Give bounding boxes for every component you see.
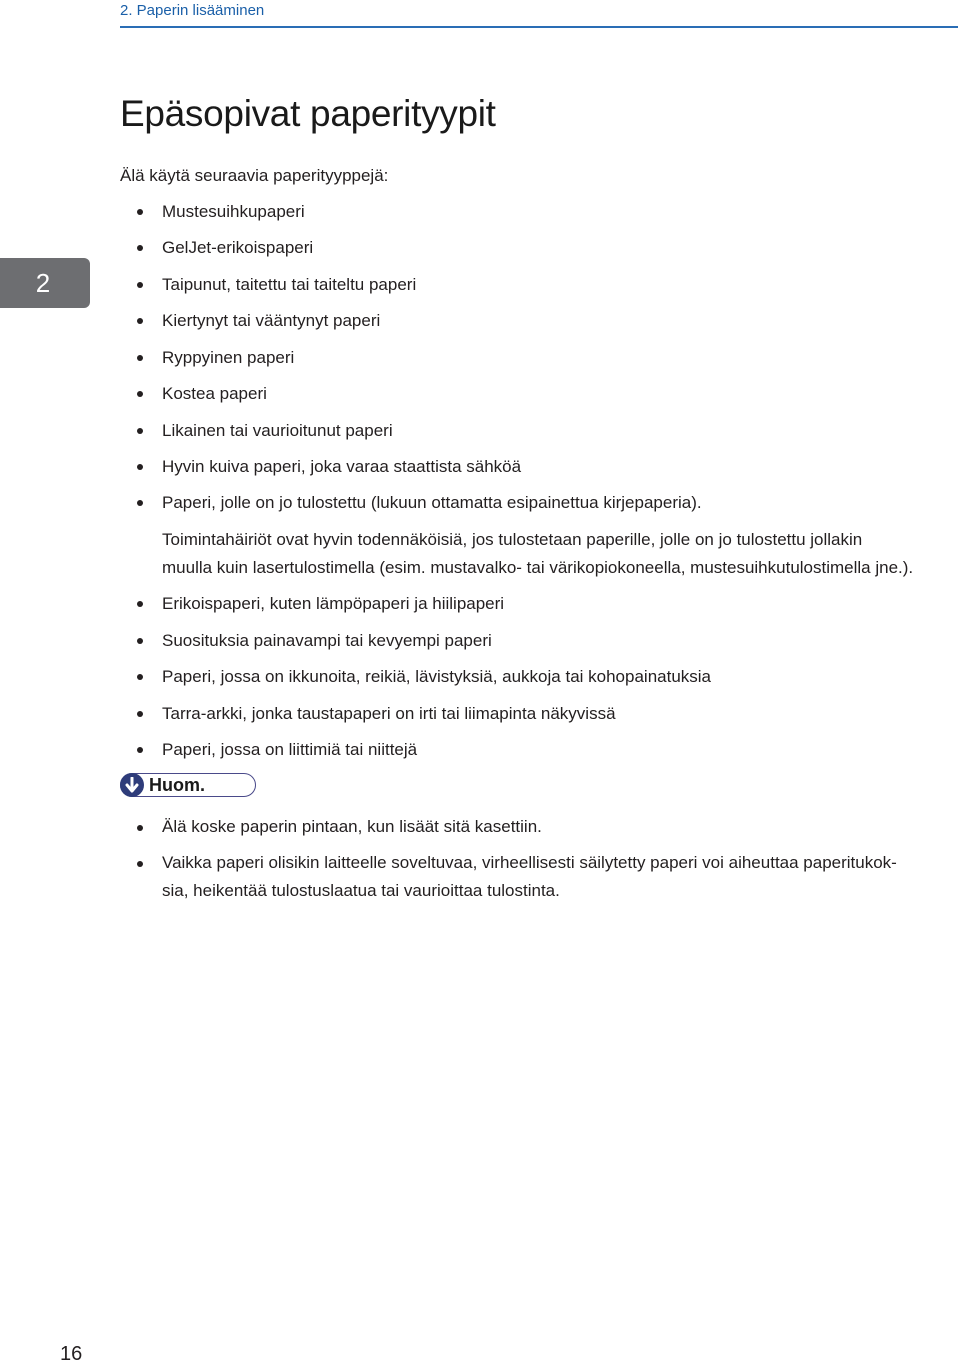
list-item-text: Kiertynyt tai vääntynyt paperi	[162, 311, 381, 330]
bullet	[137, 464, 143, 470]
arrow-down-icon	[120, 773, 144, 797]
list-item-text: Paperi, jossa on ikkunoita, reikiä, lävistyksiä, aukkoja tai kohopainatuksia	[162, 667, 712, 686]
list-item-text: GelJet-erikoispaperi	[162, 238, 314, 257]
bullet	[137, 428, 143, 434]
list-item-text: Erikoispaperi, kuten lämpöpaperi ja hiilipaperi	[162, 594, 505, 613]
list-item-text: Paperi, jossa on liittimiä tai niittejä	[162, 740, 418, 759]
bullet	[137, 638, 143, 644]
note-line: Toimintahäiriöt ovat hyvin todennäköisiä, jos tulostetaan paperille, jolle on jo tulostettu jollakin	[162, 530, 863, 549]
list-item-text: Likainen tai vaurioitunut paperi	[162, 421, 393, 440]
list-item-text: Taipunut, taitettu tai taiteltu paperi	[162, 275, 417, 294]
note-item-line: Vaikka paperi olisikin laitteelle soveltuvaa, virheellisesti säilytetty paperi voi aiheuttaa paperitukok-	[162, 853, 897, 872]
note-label: Huom.	[149, 775, 205, 795]
bullet	[137, 282, 143, 288]
note-badge	[120, 773, 256, 797]
header-rule	[120, 26, 958, 28]
bullet	[137, 500, 143, 506]
list-item-text: Suosituksia painavampi tai kevyempi paperi	[162, 631, 492, 650]
list-item-text: Mustesuihkupaperi	[162, 202, 305, 221]
chapter-tab-number: 2	[35, 268, 51, 298]
bullet	[137, 318, 143, 324]
note-item-line: Älä koske paperin pintaan, kun lisäät sitä kasettiin.	[162, 817, 542, 836]
bullet	[137, 825, 143, 831]
list-item-text: Paperi, jolle on jo tulostettu (lukuun ottamatta esipainettua kirjepaperia).	[162, 493, 702, 512]
bullet	[137, 391, 143, 397]
chapter-tab	[0, 258, 90, 308]
bullet	[137, 209, 143, 215]
note-line: muulla kuin lasertulostimella (esim. mustavalko- tai värikopiokoneella, mustesuihkutulostimella jne.).	[162, 558, 914, 577]
intro-text: Älä käytä seuraavia paperityyppejä:	[120, 166, 389, 185]
list-item-text: Hyvin kuiva paperi, joka varaa staattista sähköä	[162, 457, 522, 476]
bullet	[137, 355, 143, 361]
list-item-note	[162, 526, 952, 582]
list-item-text: Kostea paperi	[162, 384, 267, 403]
list-item-text: Tarra-arkki, jonka taustapaperi on irti tai liimapinta näkyvissä	[162, 704, 616, 723]
bullet	[137, 861, 143, 867]
list-item-text	[162, 849, 952, 905]
bullet	[137, 245, 143, 251]
list-item-text: Ryppyinen paperi	[162, 348, 295, 367]
bullet	[137, 747, 143, 753]
running-header: 2. Paperin lisääminen	[120, 2, 265, 19]
bullet	[137, 601, 143, 607]
list-item-text	[162, 813, 952, 841]
bullet	[137, 711, 143, 717]
bullet	[137, 674, 143, 680]
note-item-line: sia, heikentää tulostuslaatua tai vaurioittaa tulostinta.	[162, 881, 560, 900]
page-number: 16	[60, 1343, 83, 1365]
page-title: Epäsopivat paperityypit	[120, 93, 496, 134]
